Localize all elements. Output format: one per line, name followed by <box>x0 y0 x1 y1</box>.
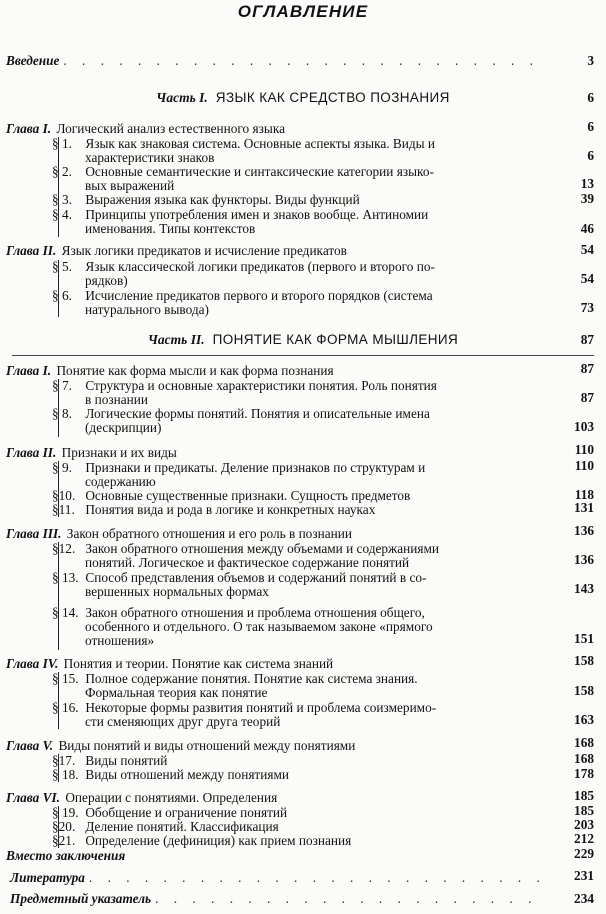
chapter-title: Понятия и теории. Понятие как система знаний <box>63 656 334 671</box>
section-title: Логические формы понятий. Понятия и описательные имена <box>85 406 430 421</box>
chapter-entry[interactable] <box>6 122 285 136</box>
chapter-title: Закон обратного отношения и его роль в познании <box>66 526 352 541</box>
page-number: 168 <box>574 735 594 750</box>
section-number: §11. <box>52 502 75 517</box>
section-title-cont: именования. Типы контекстов <box>85 221 256 236</box>
page-number: 6 <box>587 148 594 163</box>
section-number: §12. <box>52 541 76 556</box>
page-number: 212 <box>574 831 594 846</box>
toc-entry-literature[interactable] <box>10 871 550 885</box>
section-title-cont: сти сменяющих друг друга теорий <box>85 714 281 729</box>
section-title: Исчисление предикатов первого и второго порядков (система <box>85 288 433 303</box>
section-title: Язык классической логики предикатов (первого и второго по- <box>85 259 435 274</box>
section-number: §17. <box>52 753 76 768</box>
section-entry[interactable] <box>52 193 360 207</box>
section-entry[interactable] <box>52 834 351 848</box>
leader-dots <box>89 871 546 885</box>
section-number: § 13. <box>52 570 79 585</box>
section-title: Закон обратного отношения и проблема отношения общего, <box>85 605 425 620</box>
chapter-title: Операции с понятиями. Определения <box>65 790 278 805</box>
page-number: 178 <box>574 766 594 781</box>
section-number: § 19. <box>52 805 79 820</box>
chapter-label: Глава I. <box>6 121 52 136</box>
entry-label: Введение <box>6 53 60 68</box>
page-number: 6 <box>587 90 594 105</box>
section-title-cont: в познании <box>85 392 148 407</box>
section-title: Язык как знаковая система. Основные аспекты языка. Виды и <box>85 136 436 151</box>
chapter-label: Глава I. <box>6 363 52 378</box>
page-number: 118 <box>574 487 594 502</box>
toc-entry-conclusion[interactable] <box>6 849 127 863</box>
separator-line <box>12 355 594 356</box>
section-title: Понятия вида и рода в логике и конкретных науках <box>85 502 376 517</box>
section-title: Некоторые формы развития понятий и проблема соизмеримо- <box>85 700 437 715</box>
section-title: Обобщение и ограничение понятий <box>85 805 288 820</box>
page-number: 158 <box>574 653 594 668</box>
page-number: 136 <box>574 523 594 538</box>
chapter-entry[interactable] <box>6 364 334 378</box>
toc-entry-subject-index[interactable] <box>10 892 550 906</box>
section-title: Определение (дефиниция) как прием познания <box>85 833 352 848</box>
page-number: 54 <box>580 271 594 286</box>
section-number: §10. <box>52 488 76 503</box>
entry-label: Предметный указатель <box>10 891 152 906</box>
section-number: § 5. <box>52 259 72 274</box>
section-title: Деление понятий. Классификация <box>85 819 279 834</box>
page-number: 136 <box>574 552 594 567</box>
section-number: § 3. <box>52 192 72 207</box>
page-number: 229 <box>574 846 594 861</box>
page-number: 54 <box>580 242 594 257</box>
section-title: Виды отношений между понятиями <box>85 767 290 782</box>
section-number: § 7. <box>52 378 72 393</box>
section-number: § 2. <box>52 164 72 179</box>
section-title-cont: вых выражений <box>85 178 175 193</box>
section-title: Выражения языка как функторы. Виды функций <box>85 192 360 207</box>
section-title: Способ представления объемов и содержаний понятий в со- <box>85 570 427 585</box>
section-title: Полное содержание понятия. Понятие как система знания. <box>85 671 418 686</box>
section-number: § 16. <box>52 700 79 715</box>
chapter-entry[interactable] <box>6 446 177 460</box>
page-number: 87 <box>580 361 594 376</box>
section-title-cont: вершенных нормальных формах <box>85 584 269 599</box>
part-title: ЯЗЫК КАК СРЕДСТВО ПОЗНАНИЯ <box>215 90 450 105</box>
toc-title: ОГЛАВЛЕНИЕ <box>237 2 369 21</box>
page-number: 6 <box>587 119 594 134</box>
page-number: 13 <box>580 176 594 191</box>
leader-dots <box>155 892 546 906</box>
chapter-title: Виды понятий и виды отношений между понятиями <box>58 738 356 753</box>
section-title-cont: содержанию <box>85 474 156 489</box>
page-number: 185 <box>574 803 594 818</box>
section-title-cont: характеристики знаков <box>85 150 215 165</box>
part-title: ПОНЯТИЕ КАК ФОРМА МЫШЛЕНИЯ <box>212 332 459 347</box>
toc-entry-introduction[interactable] <box>6 54 550 68</box>
section-title-cont: отношения» <box>85 633 155 648</box>
entry-label: Литература <box>10 870 85 885</box>
section-title: Основные существенные признаки. Сущность предметов <box>85 488 411 503</box>
chapter-entry[interactable] <box>6 791 277 805</box>
chapter-label: Глава II. <box>6 445 57 460</box>
chapter-entry[interactable] <box>6 739 355 753</box>
section-title: Принципы употребления имен и знаков вообще. Антиномии <box>85 207 429 222</box>
section-title-cont: Формальная теория как понятие <box>85 685 268 700</box>
section-number: § 8. <box>52 406 72 421</box>
section-title-cont: (дескрипции) <box>85 420 162 435</box>
page-number: 203 <box>574 817 594 832</box>
page-number: 39 <box>580 191 594 206</box>
page-number: 103 <box>574 419 594 434</box>
page-number: 3 <box>587 53 594 68</box>
chapter-title: Понятие как форма мысли и как форма познания <box>56 363 334 378</box>
section-number: § 15. <box>52 671 79 686</box>
part-1-heading[interactable] <box>0 91 606 105</box>
page-number: 143 <box>574 581 594 596</box>
section-title-cont: рядков) <box>85 273 128 288</box>
section-bracket <box>58 542 59 650</box>
section-title-cont: особенного и отдельного. О так называемом законе «прямого <box>85 619 433 634</box>
entry-label: Вместо заключения <box>6 848 126 863</box>
part-label: Часть II. <box>147 332 205 347</box>
chapter-label: Глава V. <box>6 738 54 753</box>
page-number: 73 <box>580 300 594 315</box>
section-number: § 1. <box>52 136 72 151</box>
chapter-entry[interactable] <box>6 527 352 541</box>
page-number: 87 <box>580 332 594 347</box>
page-number: 234 <box>574 891 594 906</box>
leader-dots <box>63 54 546 68</box>
page-number: 110 <box>574 458 594 473</box>
section-number: § 9. <box>52 460 72 475</box>
section-title-cont: натурального вывода) <box>85 302 209 317</box>
section-entry[interactable] <box>52 768 289 782</box>
section-number: § 14. <box>52 605 79 620</box>
section-title-cont: понятий. Логическое и фактическое содержание понятий <box>85 555 410 570</box>
section-title: Признаки и предикаты. Деление признаков по структурам и <box>85 460 426 475</box>
chapter-label: Глава VI. <box>6 790 60 805</box>
section-entry[interactable] <box>52 503 375 517</box>
section-title: Основные семантические и синтаксические категории языко- <box>85 164 434 179</box>
chapter-label: Глава III. <box>6 526 62 541</box>
page-number: 231 <box>574 868 594 883</box>
section-number: §21. <box>52 833 76 848</box>
chapter-entry[interactable] <box>6 657 333 671</box>
page-number: 110 <box>574 442 594 457</box>
page-number: 46 <box>580 221 594 236</box>
part-2-heading[interactable] <box>0 333 606 347</box>
section-number: § 4. <box>52 207 72 222</box>
section-number: § 18. <box>52 767 79 782</box>
section-number: § 6. <box>52 288 72 303</box>
chapter-label: Глава II. <box>6 243 57 258</box>
chapter-title: Логический анализ естественного языка <box>56 121 285 136</box>
section-title: Виды понятий <box>85 753 168 768</box>
chapter-entry[interactable] <box>6 244 347 258</box>
section-title: Закон обратного отношения между объемами и содержаниями <box>85 541 439 556</box>
page-number: 163 <box>574 712 594 727</box>
page-number: 168 <box>574 751 594 766</box>
page-number: 151 <box>574 631 594 646</box>
section-title: Структура и основные характеристики понятия. Роль понятия <box>85 378 437 393</box>
chapter-label: Глава IV. <box>6 656 59 671</box>
page-number: 87 <box>580 390 594 405</box>
page-number: 131 <box>574 500 594 515</box>
chapter-title: Язык логики предикатов и исчисление предикатов <box>61 243 347 258</box>
section-number: §20. <box>52 819 76 834</box>
page-number: 185 <box>574 788 594 803</box>
part-label: Часть I. <box>156 90 208 105</box>
page-number: 158 <box>574 683 594 698</box>
chapter-title: Признаки и их виды <box>61 445 177 460</box>
